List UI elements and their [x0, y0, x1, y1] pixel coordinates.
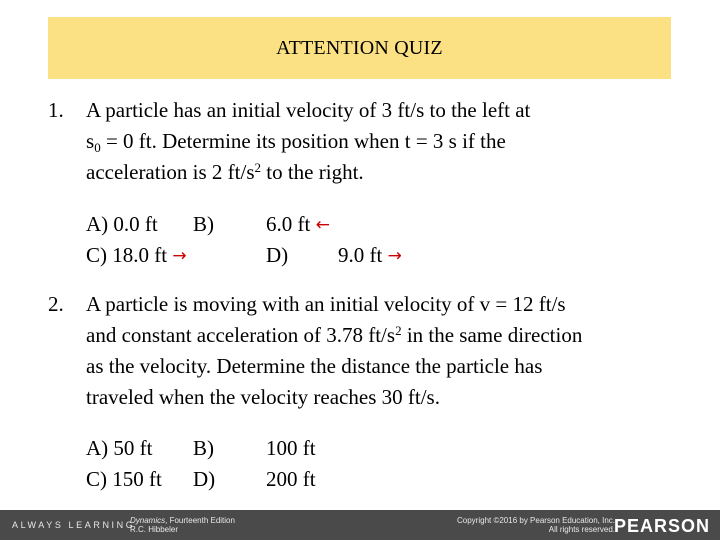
question-text — [86, 95, 530, 188]
choice-label: D) — [266, 243, 289, 267]
footer-bar — [0, 510, 720, 540]
choice-value: 150 ft — [112, 467, 162, 491]
author: R.C. Hibbeler — [130, 525, 179, 534]
pearson-logo: PEARSON — [613, 516, 710, 536]
question-line — [86, 126, 530, 157]
choice-d-label[interactable] — [266, 240, 288, 271]
book-edition: , Fourteenth Edition — [165, 516, 235, 525]
footer-tagline: ALWAYS LEARNING — [12, 520, 136, 530]
text-part: to the right. — [261, 160, 364, 184]
book-info — [130, 516, 235, 534]
choice-value: 0.0 ft — [113, 212, 158, 236]
choice-value: 9.0 ft — [338, 243, 383, 267]
text-part: in the same direction — [401, 323, 583, 347]
choice-b-label[interactable] — [193, 209, 214, 240]
question-text — [86, 289, 582, 413]
choice-d-label[interactable] — [193, 464, 215, 495]
right-arrow-icon: → — [172, 246, 187, 266]
copyright-line: Copyright ©2016 by Pearson Education, Inc. — [457, 516, 615, 525]
superscript: 2 — [254, 160, 262, 175]
question-line: as the velocity. Determine the distance the particle has — [86, 354, 543, 378]
choice-label: C) — [86, 243, 107, 267]
choice-d[interactable] — [266, 464, 316, 495]
choice-value: 6.0 ft — [266, 212, 311, 236]
text-part: and constant acceleration of 3.78 ft/s — [86, 323, 396, 347]
choice-a[interactable] — [86, 209, 158, 240]
copyright-line: All rights reserved. — [548, 525, 615, 534]
page-title: ATTENTION QUIZ — [276, 37, 443, 59]
question-number: 1. — [48, 98, 64, 122]
question-line: traveled when the velocity reaches 30 ft/s. — [86, 385, 440, 409]
title-banner — [48, 17, 671, 79]
subscript: 0 — [94, 140, 101, 155]
choice-label: B) — [193, 436, 214, 460]
choice-b[interactable] — [266, 209, 330, 242]
choice-b-label[interactable] — [193, 433, 214, 464]
question-line — [86, 157, 530, 188]
choice-label: B) — [193, 212, 214, 236]
copyright — [457, 516, 615, 534]
choice-value: 18.0 ft — [112, 243, 168, 267]
question-2 — [48, 289, 708, 414]
question-line: A particle has an initial velocity of 3 ft/s to the left at — [86, 98, 531, 122]
book-title-line — [130, 516, 235, 525]
choice-label: C) — [86, 467, 107, 491]
question-line: A particle is moving with an initial velocity of v = 12 ft/s — [86, 292, 566, 316]
right-arrow-icon: → — [387, 246, 402, 266]
choice-value: 100 ft — [266, 436, 316, 460]
choice-label: A) — [86, 212, 109, 236]
choice-label: A) — [86, 436, 109, 460]
choice-c[interactable] — [86, 240, 187, 273]
choice-d[interactable] — [338, 240, 402, 273]
text-part: = 0 ft. Determine its position when t = 3 s if the — [100, 129, 506, 153]
choice-value: 200 ft — [266, 467, 316, 491]
choice-b[interactable] — [266, 433, 316, 464]
question-line — [86, 320, 582, 351]
book-title: Dynamics — [130, 516, 166, 525]
question-1 — [48, 95, 688, 190]
question-number: 2. — [48, 292, 64, 316]
choice-a[interactable] — [86, 433, 153, 464]
choice-value: 50 ft — [113, 436, 153, 460]
superscript: 2 — [395, 323, 402, 338]
text-part: s — [86, 129, 95, 153]
choice-label: D) — [193, 467, 216, 491]
left-arrow-icon: ← — [315, 215, 330, 235]
text-part: acceleration is 2 ft/s — [86, 160, 255, 184]
choice-c[interactable] — [86, 464, 162, 495]
